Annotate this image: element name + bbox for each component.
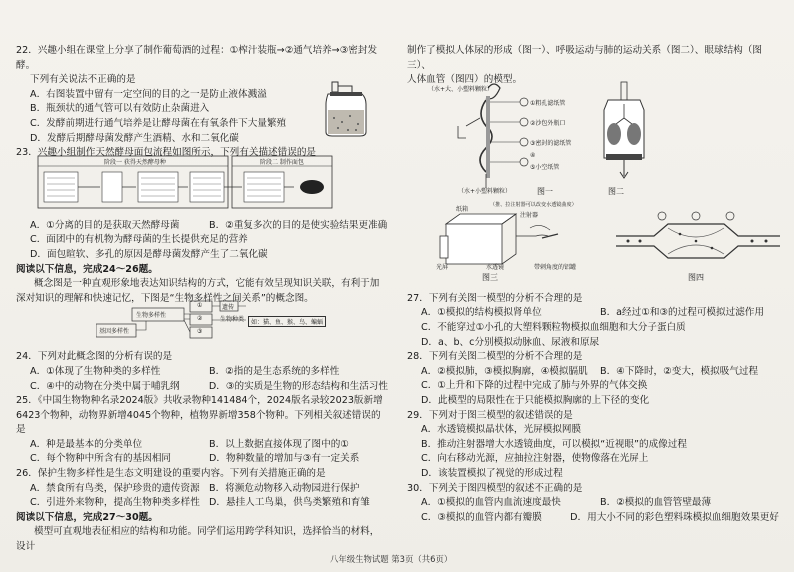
question-30 [407, 482, 779, 526]
question-29 [407, 409, 779, 482]
fig1-label-4: ④ [530, 152, 536, 159]
q30-option-c: C．③模拟的血管内都有瓣膜 [421, 511, 542, 523]
concept-paragraph: 概念图是一种直观形象地表达知识结构的方式，它能有效呈现知识关联，有利于加深对知识的理解和快速记忆，下图是“生物多样性之间关系”的概念图。 [16, 278, 380, 304]
q22-option-c: C．发酵前期进行通气培养是让酵母菌在有氧条件下大量繁殖 [30, 117, 287, 129]
concept-node-3: ③ [197, 328, 203, 335]
q23-stem: 23．兴趣小组制作天然酵母面包流程如图所示，下列有关描述错误的是 [16, 147, 317, 159]
figure-4-caption: 图四 [688, 273, 704, 282]
q22-stem: 22．兴趣小组在课堂上分享了制作葡萄酒的过程：①榨汁装瓶→②通气培养→③密封发酵。 [16, 45, 378, 71]
q26-stem: 26．保护生物多样性是生态文明建设的重要内容。下列有关措施正确的是 [16, 468, 326, 480]
concept-bottom: 基因多样性 [99, 328, 130, 335]
q26-option-d: D．悬挂人工鸟巢，供鸟类繁殖和育雏 [209, 497, 370, 509]
concept-example: 如：猫、鱼、猴、鸟、蝙蝠 [248, 316, 326, 327]
concept-node-4: 遗传 [222, 304, 235, 311]
q25-option-c: C．每个物种中所含有的基因相同 [30, 453, 172, 465]
question-28 [407, 350, 779, 408]
question-26 [16, 467, 388, 511]
concept-node-5: 生物种类 [220, 316, 245, 323]
q27-option-c: C．不能穿过①小孔的大塑料颗粒物模拟血细胞和大分子蛋白质 [421, 321, 686, 333]
page-footer: 八年级生物试题 第3页（共6页） [330, 554, 453, 564]
q26-option-b: B．将濒危动物移入动物园进行保护 [209, 482, 360, 494]
q25-option-a: A．种是最基本的分类单位 [30, 438, 143, 450]
question-27 [407, 292, 779, 350]
q26-option-c: C．引进外来物种，提高生物种类多样性 [30, 497, 200, 509]
q29-option-c: C．向右移动光源，应抽拉注射器，使物像落在光屏上 [421, 453, 649, 465]
figure-4-vessel-model [614, 206, 784, 272]
intro-line-2: 人体血管（图四）的模型。 [407, 74, 523, 86]
fig1-note: （水+大、小塑料颗粒） [428, 86, 494, 93]
q29-option-d: D．该装置模拟了视觉的形成过程 [421, 467, 563, 479]
q25-stem: 25．《中国生物物种名录2024版》共收录物种141484个，2024版名录较2023版新增6423个物种，动物界新增4045个物种，植物界新增358个物种。下列相关叙述错误的是 [16, 395, 383, 436]
figure-3-caption: 图三 [482, 273, 498, 282]
concept-center: 生物多样性 [136, 312, 167, 319]
q29-option-b: B．推动注射器增大水透镜曲度，可以模拟“近视眼”的成像过程 [421, 438, 687, 450]
fig3-label-1: 纸箱 [456, 206, 469, 213]
figure-1-caption: 图一 [537, 187, 553, 196]
q24-option-c: C．④中的动物在分类中属于哺乳纲 [30, 380, 180, 392]
fig3-label-4: 光屏 [436, 264, 449, 271]
q30-stem: 30．下列关于图四模型的叙述不正确的是 [407, 482, 583, 494]
intro-line-1: 制作了模拟人体尿的形成（图一）、呼吸运动与肺的运动关系（图二）、眼球结构（图三）、 [407, 45, 762, 71]
q23-option-b: B．②重复多次的目的是使实验结果更准确 [209, 219, 388, 231]
q23-option-d: D．面包暄软、多孔的原因是酵母菌发酵产生了二氧化碳 [30, 248, 268, 260]
fig3-label-3: （推、拉注射器可以改变水透镜曲度） [490, 201, 577, 208]
q30-option-a: A．①模拟的血管内血流速度最快 [421, 497, 561, 509]
concept-node-1: ① [197, 302, 203, 309]
q27-option-d: D．a、b、c分别模拟动脉血、尿液和原尿 [421, 336, 600, 348]
question-24 [16, 350, 388, 394]
fig1-label-6: （水+小塑料颗粒） [458, 188, 512, 195]
fig3-label-5: 水透镜 [486, 264, 505, 271]
q25-option-b: B．以上数据直接体现了图中的① [209, 438, 349, 450]
read-instruction-2: 阅读以下信息，完成27～30题。 [16, 511, 158, 523]
q30-option-b: B．②模拟的血管管壁最薄 [600, 497, 712, 509]
q22-option-b: B．瓶颈状的通气管可以有效防止杂菌进入 [30, 103, 210, 115]
question-25 [16, 394, 388, 467]
q28-option-a: A．②模拟肺，③模拟胸廓，④模拟膈肌 [421, 365, 588, 377]
q22-option-d: D．发酵后期酵母菌发酵产生酒精、水和二氧化碳 [30, 132, 239, 144]
q27-stem: 27．下列有关图一模型的分析不合理的是 [407, 292, 583, 304]
q22-option-a: A．右图装置中留有一定空间的目的之一是防止液体溅溢 [30, 88, 267, 100]
concept-map [96, 300, 324, 344]
q29-option-a: A．水透镜模拟晶状体，光屏模拟网膜 [421, 424, 582, 436]
fig3-label-6: 带刺角度的铝罐 [534, 264, 577, 271]
q25-option-d: D．物种数量的增加与③有一定关系 [209, 453, 360, 465]
figure-3-eye-model [426, 198, 606, 272]
q24-stem: 24．下列对此概念图的分析有误的是 [16, 351, 173, 363]
q27-option-a: A．①模拟的结构模拟肾单位 [421, 307, 542, 319]
q23-option-a: A．①分离的目的是获取天然酵母菌 [30, 219, 180, 231]
q24-option-b: B．②指的是生态系统的多样性 [209, 365, 340, 377]
q28-stem: 28．下列有关图二模型的分析不合理的是 [407, 351, 583, 363]
model-paragraph: 模型可直观地表征相应的结构和功能。同学们运用跨学科知识，选择恰当的材料，设计 [16, 526, 380, 553]
q22-stem-2: 下列有关说法不正确的是 [30, 74, 136, 86]
q27-option-b: B．a经过①和③的过程可模拟过滤作用 [600, 307, 764, 319]
fig3-label-2: 注射器 [520, 212, 539, 219]
wine-apparatus-figure [318, 80, 374, 138]
q29-stem: 29．下列对于图三模型的叙述错误的是 [407, 409, 573, 421]
flow-heading-2: 阶段二 制作面包 [260, 159, 304, 166]
q28-option-c: C．①上升和下降的过程中完成了肺与外界的气体交换 [421, 380, 648, 392]
fig1-label-5: ⑤小空纸管 [530, 164, 560, 171]
fig1-label-3: ③密封的滤纸管 [530, 140, 572, 147]
q26-option-a: A．禁食所有鸟类，保护珍贵的遗传资源 [30, 482, 200, 494]
q23-option-c: C．面团中的有机物为酵母菌的生长提供充足的营养 [30, 234, 248, 246]
fig1-label-2: ②沙包外瓶口 [530, 120, 566, 127]
figure-2-caption: 图二 [608, 187, 624, 196]
q28-option-d: D．此模型的局限性在于只能模拟胸廓的上下径的变化 [421, 394, 650, 406]
figure-1-urine-model [428, 78, 578, 196]
q28-option-b: B．④下降时，②变大，模拟吸气过程 [600, 365, 759, 377]
bread-flow-diagram [36, 154, 336, 210]
q24-option-a: A．①体现了生物种类的多样性 [30, 365, 161, 377]
concept-node-2: ② [197, 315, 203, 322]
fig1-label-1: ①粗孔滤纸管 [530, 100, 566, 107]
q30-option-d: D．用大小不同的彩色塑料珠模拟血细胞效果更好 [570, 511, 779, 523]
q24-option-d: D．③的实质是生物的形态结构和生活习性 [208, 380, 388, 392]
figure-2-lung-model [594, 80, 654, 186]
read-instruction-1: 阅读以下信息，完成24～26题。 [16, 263, 158, 275]
flow-heading-1: 阶段一 获得天然酵母种 [104, 159, 166, 166]
